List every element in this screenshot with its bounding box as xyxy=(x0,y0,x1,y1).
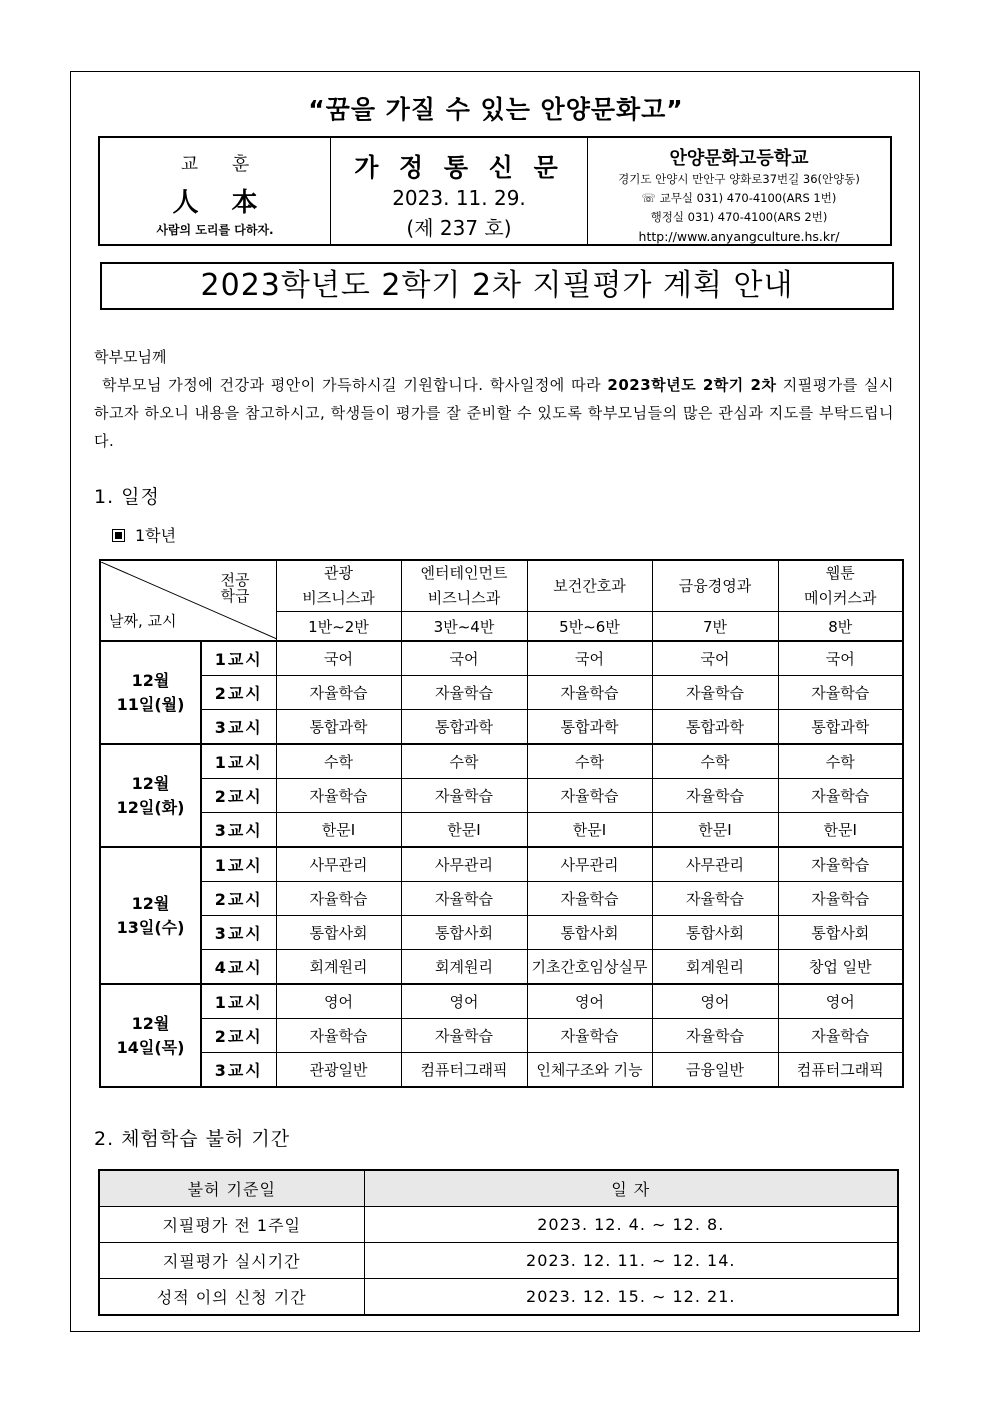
schedule-row xyxy=(100,847,903,882)
subject-cell: 자율학습 xyxy=(276,676,401,710)
subject-cell: 창업 일반 xyxy=(778,950,903,985)
school-address: 경기도 안양시 만안구 양화로37번길 36(안양동) xyxy=(618,172,860,186)
major-name-line1: 금융경영과 xyxy=(678,576,752,595)
diagonal-header xyxy=(101,562,276,639)
subject-cell: 영어 xyxy=(276,984,401,1019)
school-website-link[interactable]: http://www.anyangculture.hs.kr/ xyxy=(638,229,840,244)
section-heading-field-trip: 2. 체험학습 불허 기간 xyxy=(94,1128,291,1150)
major-header-cell xyxy=(401,560,527,612)
period-cell: 3교시 xyxy=(201,916,276,950)
newsletter-title: 가 정 통 신 문 xyxy=(354,153,564,182)
subject-cell: 자율학습 xyxy=(401,676,527,710)
period-cell: 1교시 xyxy=(201,744,276,779)
subject-cell: 자율학습 xyxy=(652,676,778,710)
date-cell xyxy=(100,984,201,1087)
schedule-row xyxy=(100,1053,903,1088)
period-cell: 4교시 xyxy=(201,950,276,985)
subject-cell: 통합사회 xyxy=(652,916,778,950)
subject-cell: 한문I xyxy=(527,813,652,848)
major-header-cell xyxy=(778,560,903,612)
greeting-section xyxy=(94,343,894,455)
date-month: 12월 xyxy=(131,893,170,913)
school-contact-cell xyxy=(588,138,890,244)
date-cell xyxy=(100,847,201,984)
subject-cell: 자율학습 xyxy=(401,882,527,916)
school-motto-cell xyxy=(100,138,331,244)
class-range-cell: 7반 xyxy=(652,612,778,642)
major-name-line2: 비즈니스과 xyxy=(302,589,375,607)
field-trip-header-cell: 일 자 xyxy=(364,1170,898,1207)
subject-cell: 통합과학 xyxy=(652,710,778,745)
subject-cell: 통합사회 xyxy=(276,916,401,950)
field-trip-restriction-table xyxy=(98,1169,899,1316)
schedule-row xyxy=(100,641,903,676)
subject-cell: 자율학습 xyxy=(276,1019,401,1053)
restriction-basis-cell: 지필평가 전 1주일 xyxy=(99,1207,364,1243)
greeting-salutation: 학부모님께 xyxy=(94,348,167,366)
field-trip-header-row xyxy=(99,1170,898,1207)
restriction-date-cell: 2023. 12. 4. ∼ 12. 8. xyxy=(364,1207,898,1243)
schedule-row xyxy=(100,1019,903,1053)
subject-cell: 수학 xyxy=(401,744,527,779)
major-header-cell xyxy=(652,560,778,612)
document-title: 2023학년도 2학기 2차 지필평가 계획 안내 xyxy=(100,262,894,310)
subject-cell: 회계원리 xyxy=(652,950,778,985)
subject-cell: 관광일반 xyxy=(276,1053,401,1088)
corner-top-line2: 학급 xyxy=(220,587,250,605)
subject-cell: 통합사회 xyxy=(401,916,527,950)
schedule-row xyxy=(100,916,903,950)
subject-cell: 자율학습 xyxy=(276,779,401,813)
period-cell: 1교시 xyxy=(201,641,276,676)
date-month: 12월 xyxy=(131,773,170,793)
corner-major-label xyxy=(221,572,250,604)
subject-cell: 자율학습 xyxy=(778,779,903,813)
period-cell: 3교시 xyxy=(201,813,276,848)
subject-cell: 영어 xyxy=(778,984,903,1019)
subject-cell: 자율학습 xyxy=(652,779,778,813)
schedule-row xyxy=(100,984,903,1019)
subject-cell: 자율학습 xyxy=(652,1019,778,1053)
date-day: 14일(목) xyxy=(116,1037,185,1057)
date-cell xyxy=(100,744,201,847)
schedule-row xyxy=(100,779,903,813)
date-cell xyxy=(100,641,201,744)
subject-cell: 통합사회 xyxy=(527,916,652,950)
schedule-row xyxy=(100,676,903,710)
admin-office-phone: 행정실 031) 470-4100(ARS 2번) xyxy=(650,210,828,224)
subject-cell: 자율학습 xyxy=(276,882,401,916)
subject-cell: 컴퓨터그래픽 xyxy=(401,1053,527,1088)
field-trip-row xyxy=(99,1207,898,1243)
period-cell: 1교시 xyxy=(201,984,276,1019)
major-header-cell xyxy=(527,560,652,612)
paragraph-text: 학부모님 가정에 건강과 평안이 가득하시길 기원합니다. 학사일정에 따라 xyxy=(102,376,608,394)
subject-cell: 자율학습 xyxy=(527,1019,652,1053)
table-header-row xyxy=(100,560,903,612)
academic-office-phone: ☏ 교무실 031) 470-4100(ARS 1번) xyxy=(641,191,837,205)
subject-cell: 국어 xyxy=(276,641,401,676)
subject-cell: 통합과학 xyxy=(527,710,652,745)
class-range-cell: 1반∼2반 xyxy=(276,612,401,642)
period-cell: 2교시 xyxy=(201,882,276,916)
subject-cell: 자율학습 xyxy=(778,676,903,710)
subject-cell: 회계원리 xyxy=(276,950,401,985)
subject-cell: 금융일반 xyxy=(652,1053,778,1088)
subject-cell: 수학 xyxy=(527,744,652,779)
subject-cell: 한문I xyxy=(276,813,401,848)
class-range-cell: 8반 xyxy=(778,612,903,642)
subject-cell: 자율학습 xyxy=(652,882,778,916)
subject-cell: 통합과학 xyxy=(401,710,527,745)
motto: 人 本 xyxy=(172,188,270,218)
schedule-row xyxy=(100,710,903,745)
subject-cell: 한문I xyxy=(652,813,778,848)
schedule-row xyxy=(100,950,903,985)
subject-cell: 기초간호임상실무 xyxy=(527,950,652,985)
subject-cell: 자율학습 xyxy=(778,847,903,882)
subject-cell: 사무관리 xyxy=(276,847,401,882)
subject-cell: 회계원리 xyxy=(401,950,527,985)
period-cell: 3교시 xyxy=(201,1053,276,1088)
date-day: 11일(월) xyxy=(116,694,185,714)
period-cell: 1교시 xyxy=(201,847,276,882)
exam-schedule-table xyxy=(99,559,904,1088)
subject-cell: 자율학습 xyxy=(527,676,652,710)
subject-cell: 인체구조와 기능 xyxy=(527,1053,652,1088)
major-name-line1: 웹툰 xyxy=(825,564,855,582)
subject-cell: 자율학습 xyxy=(527,779,652,813)
checkbox-square-icon xyxy=(112,529,125,542)
corner-date-label: 날짜, 교시 xyxy=(109,612,177,630)
subject-cell: 수학 xyxy=(778,744,903,779)
subject-cell: 영어 xyxy=(652,984,778,1019)
restriction-basis-cell: 성적 이의 신청 기간 xyxy=(99,1279,364,1316)
major-name-line1: 보건간호과 xyxy=(553,576,626,595)
subject-cell: 국어 xyxy=(778,641,903,676)
date-month: 12월 xyxy=(131,670,170,690)
major-header-cell xyxy=(276,560,401,612)
major-name-line1: 엔터테인먼트 xyxy=(420,564,508,582)
newsletter-date: 2023. 11. 29. xyxy=(392,186,526,210)
period-cell: 2교시 xyxy=(201,676,276,710)
subject-cell: 자율학습 xyxy=(527,882,652,916)
period-cell: 3교시 xyxy=(201,710,276,745)
subject-cell: 사무관리 xyxy=(527,847,652,882)
schedule-row xyxy=(100,744,903,779)
subject-cell: 자율학습 xyxy=(401,779,527,813)
subject-cell: 자율학습 xyxy=(778,1019,903,1053)
subject-cell: 자율학습 xyxy=(401,1019,527,1053)
school-slogan: “꿈을 가질 수 있는 안양문화고” xyxy=(308,95,684,124)
issue-number: (제 237 호) xyxy=(406,216,512,240)
corner-header-cell xyxy=(100,560,276,641)
major-name-line2: 메이커스과 xyxy=(804,589,877,607)
major-name-line1: 관광 xyxy=(324,564,353,582)
period-cell: 2교시 xyxy=(201,779,276,813)
date-day: 13일(수) xyxy=(116,917,185,937)
subject-cell: 영어 xyxy=(527,984,652,1019)
motto-subtitle: 사람의 도리를 다하자. xyxy=(156,223,274,237)
paragraph-text: 지필평가를 실시하고자 하오니 내용을 참고하시고, 학생들이 평가를 잘 준비할 수 있도록 학부모님들의 많은 관심과 지도를 부탁드립니다. xyxy=(94,376,895,450)
subject-cell: 국어 xyxy=(401,641,527,676)
field-trip-row xyxy=(99,1279,898,1316)
subject-cell: 통합과학 xyxy=(778,710,903,745)
grade-heading xyxy=(112,523,176,546)
class-range-cell: 3반∼4반 xyxy=(401,612,527,642)
subject-cell: 영어 xyxy=(401,984,527,1019)
subject-cell: 한문I xyxy=(401,813,527,848)
subject-cell: 한문I xyxy=(778,813,903,848)
subject-cell: 국어 xyxy=(652,641,778,676)
schedule-row xyxy=(100,813,903,848)
paragraph-highlight: 2023학년도 2학기 2차 xyxy=(607,376,777,394)
field-trip-header-cell: 불허 기준일 xyxy=(99,1170,364,1207)
grade-label: 1학년 xyxy=(135,526,177,545)
subject-cell: 사무관리 xyxy=(652,847,778,882)
date-month: 12월 xyxy=(131,1013,170,1033)
subject-cell: 국어 xyxy=(527,641,652,676)
section-heading-schedule: 1. 일정 xyxy=(94,486,160,508)
schedule-row xyxy=(100,882,903,916)
restriction-date-cell: 2023. 12. 11. ∼ 12. 14. xyxy=(364,1243,898,1279)
restriction-date-cell: 2023. 12. 15. ∼ 12. 21. xyxy=(364,1279,898,1316)
corner-top-line1: 전공 xyxy=(220,571,250,589)
subject-cell: 컴퓨터그래픽 xyxy=(778,1053,903,1088)
subject-cell: 수학 xyxy=(652,744,778,779)
date-day: 12일(화) xyxy=(116,797,185,817)
newsletter-header xyxy=(98,136,892,246)
motto-label: 교 훈 xyxy=(180,154,264,175)
subject-cell: 수학 xyxy=(276,744,401,779)
subject-cell: 사무관리 xyxy=(401,847,527,882)
field-trip-row xyxy=(99,1243,898,1279)
subject-cell: 통합사회 xyxy=(778,916,903,950)
restriction-basis-cell: 지필평가 실시기간 xyxy=(99,1243,364,1279)
subject-cell: 통합과학 xyxy=(276,710,401,745)
subject-cell: 자율학습 xyxy=(778,882,903,916)
school-name: 안양문화고등학교 xyxy=(669,148,809,169)
class-range-cell: 5반∼6반 xyxy=(527,612,652,642)
greeting-paragraph xyxy=(94,371,894,455)
major-name-line2: 비즈니스과 xyxy=(427,589,501,607)
newsletter-info-cell xyxy=(331,138,588,244)
period-cell: 2교시 xyxy=(201,1019,276,1053)
